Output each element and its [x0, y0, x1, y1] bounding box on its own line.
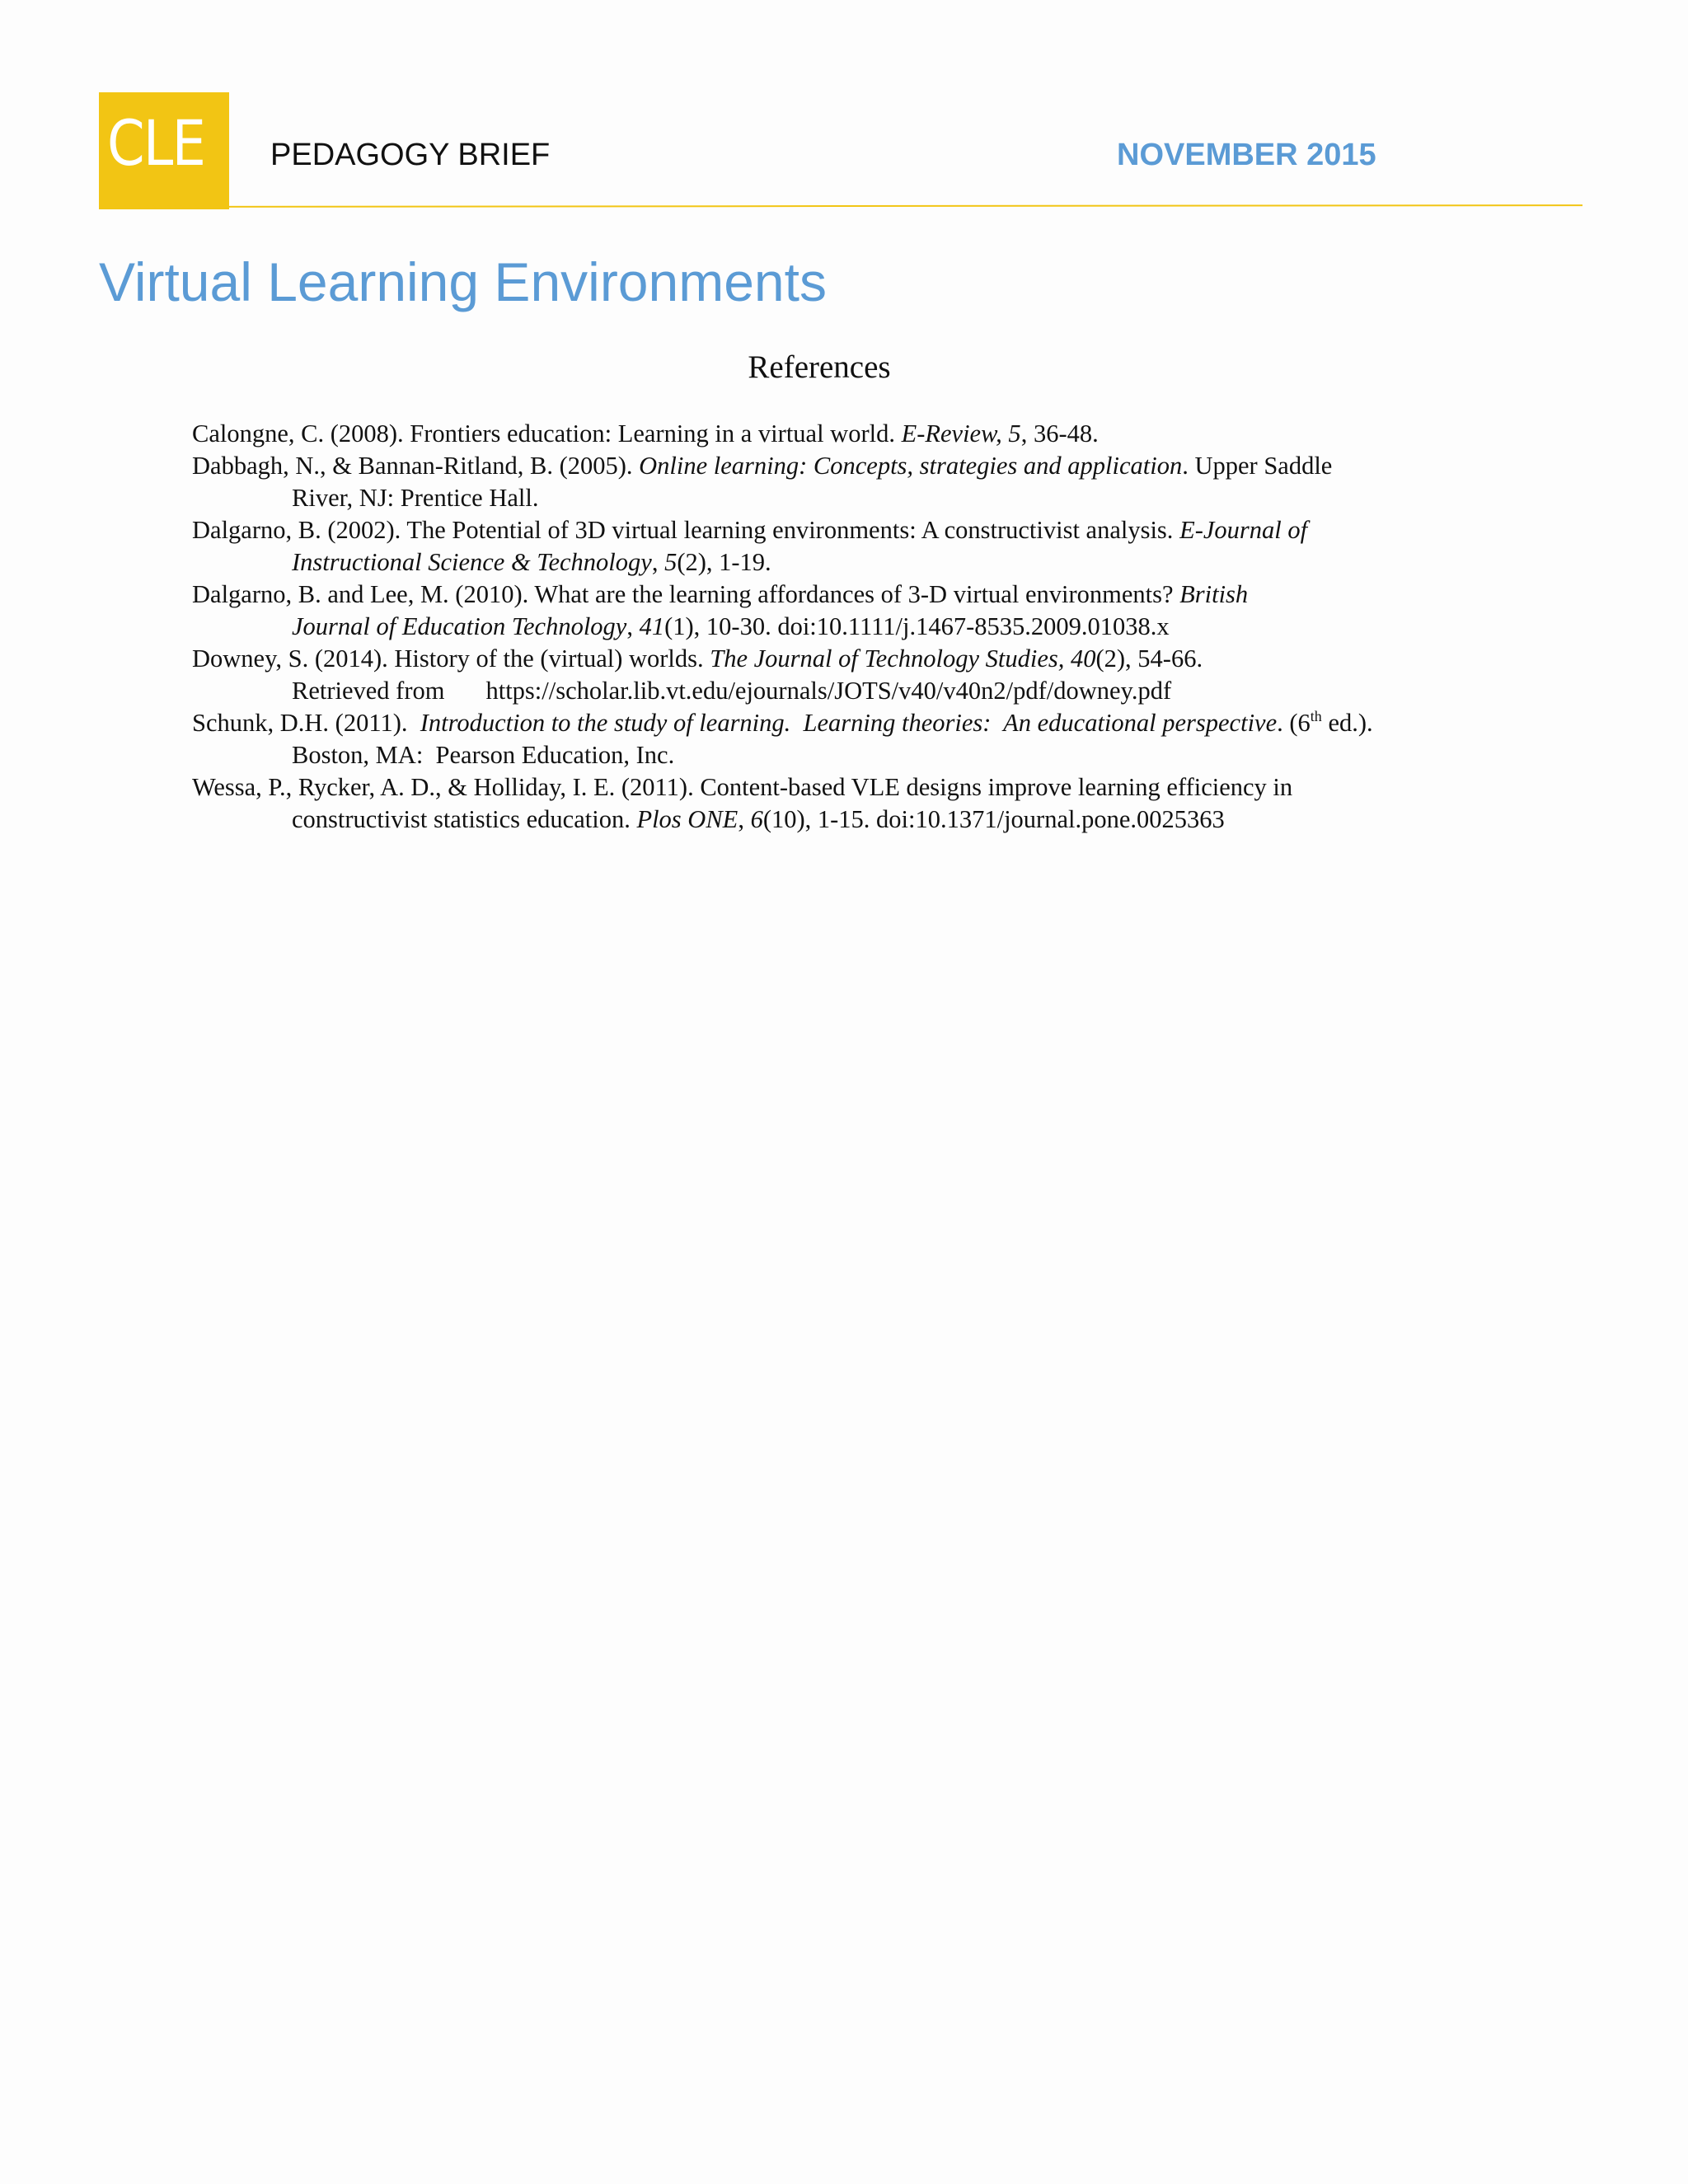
reference-text: ed.).: [1321, 709, 1373, 737]
reference-dalgarno-2002: [192, 514, 1544, 546]
reference-continuation: [192, 804, 1544, 836]
reference-text: Calongne, C. (2008). Frontiers education: Learning in a virtual world.: [192, 419, 902, 448]
cle-logo: [99, 92, 229, 209]
reference-text: Schunk, D.H. (2011).: [192, 709, 420, 737]
reference-text: (10), 1-15. doi:10.1371/journal.pone.0025363: [762, 805, 1225, 833]
reference-source: E-Review, 5: [901, 419, 1021, 448]
reference-source: The Journal of Technology Studies, 40: [710, 644, 1096, 673]
reference-text: Retrieved from: [292, 677, 445, 705]
reference-schunk-2011: [192, 707, 1544, 739]
reference-continuation: [192, 675, 1544, 707]
reference-url: https://scholar.lib.vt.edu/ejournals/JOTS/v40/v40n2/pdf/downey.pdf: [485, 677, 1172, 705]
reference-text: constructivist statistics education.: [292, 805, 637, 833]
reference-superscript: th: [1310, 708, 1322, 724]
reference-text: Downey, S. (2014). History of the (virtual) worlds.: [192, 644, 710, 673]
reference-text: Wessa, P., Rycker, A. D., & Holliday, I. E. (2011). Content-based VLE designs improve learning efficiency in: [192, 773, 1293, 801]
reference-source: Online learning: Concepts, strategies and application: [639, 452, 1183, 480]
reference-text: (2), 1-19.: [677, 548, 771, 576]
reference-calongne-2008: [192, 418, 1544, 450]
brief-date: NOVEMBER 2015: [1117, 138, 1376, 172]
reference-source: Introduction to the study of learning. Learning theories: An educational perspective: [420, 709, 1278, 737]
reference-text: Dabbagh, N., & Bannan-Ritland, B. (2005).: [192, 452, 640, 480]
reference-text: ,: [738, 805, 751, 833]
reference-text: River, NJ: Prentice Hall.: [292, 484, 539, 512]
reference-text: Boston, MA: Pearson Education, Inc.: [292, 741, 675, 769]
reference-source: Plos ONE: [636, 805, 738, 833]
reference-source: Instructional Science & Technology: [292, 548, 652, 576]
reference-dabbagh-2005: [192, 450, 1544, 482]
reference-text: ,: [626, 612, 640, 640]
reference-text: ,: [651, 548, 665, 576]
brief-label: PEDAGOGY BRIEF: [270, 138, 551, 172]
reference-text: Dalgarno, B. (2002). The Potential of 3D virtual learning environments: A constructivist analysis.: [192, 516, 1180, 544]
reference-text: (1), 10-30. doi:10.1111/j.1467-8535.2009.01038.x: [664, 612, 1170, 640]
reference-text: . (6: [1277, 709, 1311, 737]
reference-source: Journal of Education Technology: [292, 612, 627, 640]
reference-source: E-Journal of: [1179, 516, 1308, 544]
reference-text: (2), 54-66.: [1095, 644, 1203, 673]
reference-continuation: [192, 611, 1544, 643]
reference-source: British: [1179, 580, 1249, 608]
page-title: Virtual Learning Environments: [99, 251, 827, 312]
reference-volume: 41: [639, 612, 665, 640]
reference-volume: 6: [750, 805, 763, 833]
reference-text: . Upper Saddle: [1182, 452, 1333, 480]
header-divider: [99, 204, 1582, 208]
reference-list: [192, 418, 1544, 836]
reference-text: , 36-48.: [1020, 419, 1099, 448]
logo-text: CLE: [107, 106, 205, 180]
reference-volume: 5: [664, 548, 678, 576]
reference-dalgarno-lee-2010: [192, 579, 1544, 611]
reference-downey-2014: [192, 643, 1544, 675]
reference-continuation: [192, 739, 1544, 771]
reference-continuation: [192, 482, 1544, 514]
reference-wessa-2011: [192, 771, 1544, 804]
reference-continuation: [192, 546, 1544, 579]
reference-text: Dalgarno, B. and Lee, M. (2010). What are the learning affordances of 3-D virtual environments?: [192, 580, 1180, 608]
references-heading: References: [748, 349, 891, 385]
